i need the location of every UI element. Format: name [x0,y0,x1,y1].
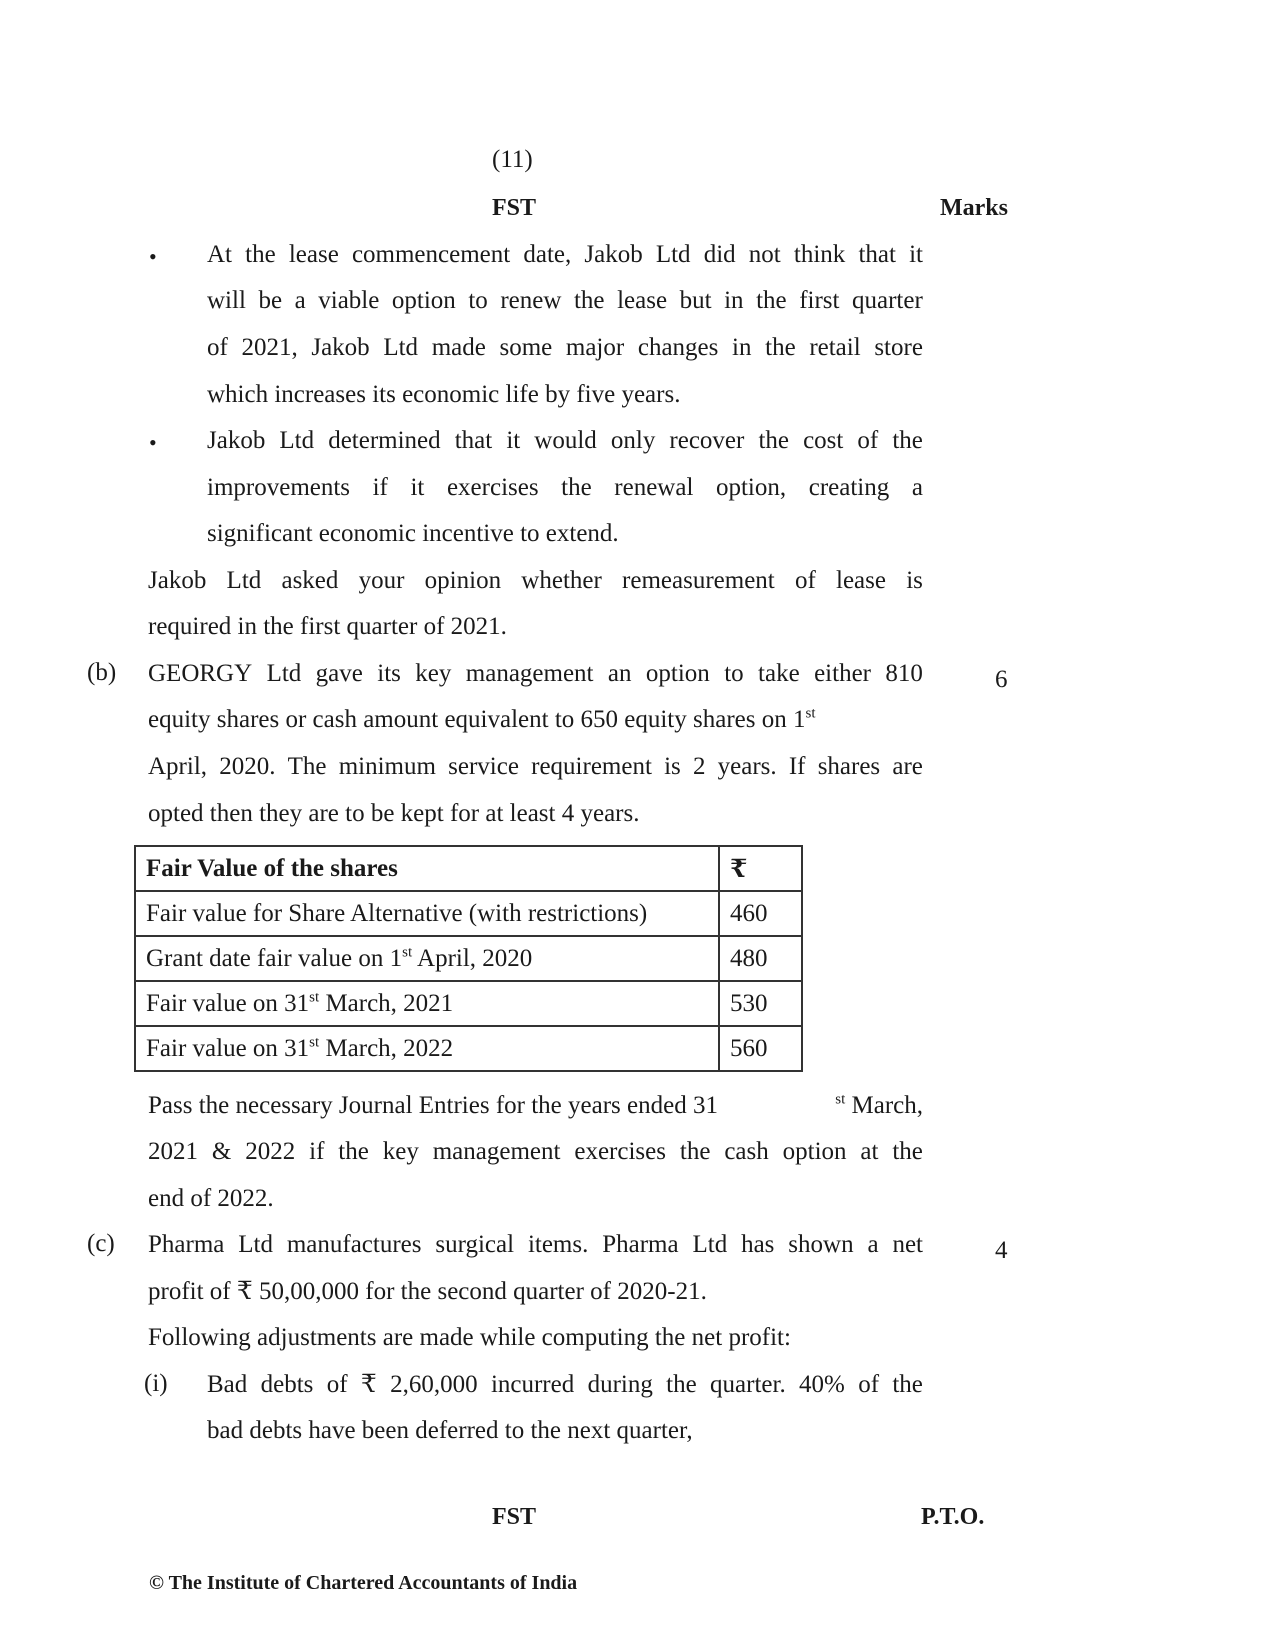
word: its [377,660,401,687]
word: that [454,427,493,454]
word: lease [836,567,886,594]
page-number: (11) [492,146,533,173]
word: 2020. [219,753,276,780]
word: Jakob [207,427,266,454]
bullet2-line3: significant economic incentive to extend. [207,520,619,547]
word: gave [315,660,363,687]
word: renew [500,287,562,314]
word: If [788,753,806,780]
word: minimum [338,753,436,780]
table-row [135,981,802,1026]
bullet2-line2 [207,473,923,503]
word: not [748,241,781,268]
word: items. [527,1231,589,1258]
word: of [794,567,816,594]
word: surgical [435,1231,515,1258]
word: 2021, [241,334,298,361]
question-c-line3: Following adjustments are made while computing the net profit: [148,1324,791,1351]
word: years. [717,753,777,780]
word: exercises [446,474,539,501]
word: be [258,287,283,314]
word: it [909,241,923,268]
question-b-marks: 6 [995,666,1008,693]
word: retail [809,334,861,361]
word: determined [328,427,441,454]
word: only [610,427,656,454]
word: option [391,287,456,314]
table-cell-label: Fair value on 31st March, 2022 [135,1026,719,1071]
word: debts [260,1371,314,1398]
word: it [506,427,521,454]
word: the [765,334,796,361]
word: during [587,1371,653,1398]
word: quarter. [710,1371,786,1398]
word: Ltd [383,334,419,361]
word: the [338,1138,369,1165]
word: a [911,474,923,501]
word: service [448,753,519,780]
word: to [468,287,488,314]
footer-paper-code: FST [492,1504,537,1530]
word: manufactures [286,1231,422,1258]
word: management [465,660,594,687]
word: Pharma [148,1231,225,1258]
word: cost [803,427,844,454]
word: 2022 [245,1138,296,1165]
word: the [573,287,605,314]
word: incurred [490,1371,575,1398]
word: 810 [885,660,923,687]
table-cell-value: 560 [719,1026,802,1071]
word: 2021 [148,1138,198,1165]
word: option, [715,474,787,501]
conclusion-line2: required in the first quarter of 2021. [148,613,507,640]
word: net [892,1231,923,1258]
word: opinion [424,567,502,594]
word: renewal [614,474,694,501]
word: is [664,753,681,780]
table-header-currency: ₹ [719,846,802,891]
word: option [782,1138,847,1165]
word: shown [788,1231,854,1258]
word: creating [808,474,890,501]
question-b-after1: Pass the necessary Journal Entries for the years ended 31 $^{st}$ March, [148,1091,923,1119]
item-i-line1 [207,1370,923,1400]
word: did [703,241,736,268]
word: the [892,1138,923,1165]
word: option [645,660,710,687]
table-cell-value: 530 [719,981,802,1026]
question-c-line2: profit of ₹ 50,00,000 for the second quarter of 2020-21. [148,1278,707,1305]
word: 2 [692,753,706,780]
word: of [326,1371,348,1398]
question-c-line1 [148,1230,923,1260]
question-b-line2: equity shares or cash amount equivalent to 650 equity shares on 1st [148,705,816,733]
word: if [372,474,388,501]
table-cell-value: 480 [719,936,802,981]
word: Ltd [266,660,302,687]
word: Jakob [148,567,207,594]
word: are [892,753,923,780]
word: exercises [574,1138,666,1165]
conclusion-line1 [148,566,923,596]
word: recover [669,427,745,454]
word: Pharma [602,1231,679,1258]
word: the [561,474,592,501]
word: take [758,660,800,687]
word: that [858,241,896,268]
bullet2-line1 [207,426,923,456]
question-b-after3: end of 2022. [148,1185,274,1212]
copyright-notice: © The Institute of Chartered Accountants of India [149,1572,578,1594]
word: of [207,334,228,361]
word: shares [817,753,881,780]
word: made [431,334,486,361]
word: whether [521,567,602,594]
question-c-marks: 4 [995,1237,1008,1264]
word: Jakob [311,334,370,361]
word: the [892,1371,923,1398]
word: think [793,241,846,268]
word: an [607,660,632,687]
table-row [135,891,802,936]
question-b-after2 [148,1137,923,1167]
word: The [287,753,327,780]
table-cell-value: 460 [719,891,802,936]
table-cell-label: Fair value on 31st March, 2021 [135,981,719,1026]
question-c-label: (c) [87,1230,115,1257]
table-row [135,1026,802,1071]
word: the [892,427,923,454]
word: the [758,427,789,454]
word: either [814,660,871,687]
question-b-line1 [148,659,923,689]
word: lease [288,241,339,268]
word: the [245,241,276,268]
table-cell-label: Grant date fair value on 1st April, 2020 [135,936,719,981]
word: date, [523,241,572,268]
word: the [679,1138,711,1165]
word: Ltd [226,567,262,594]
fair-value-table [134,845,803,1072]
word: would [534,427,597,454]
question-b-line3 [148,752,923,782]
bullet1-line1 [207,240,923,270]
word: asked [281,567,339,594]
word: key [415,660,452,687]
word: will [207,287,246,314]
word: some [499,334,553,361]
table-row [135,936,802,981]
word: a [867,1231,879,1258]
word: major [565,334,625,361]
word: it [410,474,425,501]
item-i-line2: bad debts have been deferred to the next quarter, [207,1417,693,1444]
table-header-row [135,846,802,891]
word: & [211,1138,232,1165]
bullet1-line3 [207,333,923,363]
table-cell-label: Fair value for Share Alternative (with restrictions) [135,891,719,936]
word: At [207,241,232,268]
word: to [724,660,744,687]
word: changes [637,334,719,361]
item-i-label: (i) [144,1370,168,1397]
word: Ltd [238,1231,273,1258]
word: viable [318,287,380,314]
word: first [799,287,840,314]
word: Jakob [584,241,643,268]
word: if [309,1138,325,1165]
word: has [741,1231,775,1258]
footer-pto: P.T.O. [921,1504,985,1530]
word: quarter [852,287,923,314]
bullet-icon: • [149,244,157,269]
word: in [732,334,752,361]
word: requirement [531,753,652,780]
word: a [294,287,306,314]
word: the [666,1371,697,1398]
word: GEORGY [148,660,253,687]
word: management [432,1138,561,1165]
bullet1-line4: which increases its economic life by five years. [207,381,681,408]
question-b-line4: opted then they are to be kept for at least 4 years. [148,800,640,827]
word: lease [617,287,668,314]
word: 40% [799,1371,845,1398]
word: April, [148,753,208,780]
word: key [382,1138,419,1165]
word: 2,60,000 [390,1371,478,1398]
word: your [358,567,405,594]
word: the [756,287,787,314]
marks-heading: Marks [940,195,1008,221]
word: store [874,334,923,361]
word: Bad [207,1371,248,1398]
word: of [858,1371,880,1398]
word: is [906,567,923,594]
word: of [857,427,879,454]
word: Ltd [692,1231,728,1258]
bullet-icon: • [149,430,157,455]
word: Ltd [655,241,691,268]
word: but [679,287,712,314]
word: Ltd [279,427,315,454]
word: at [860,1138,879,1165]
word: improvements [207,474,351,501]
question-b-label: (b) [87,659,117,686]
word: commencement [351,241,511,268]
word: cash [724,1138,769,1165]
word: in [724,287,744,314]
word: remeasurement [622,567,775,594]
table-header-label: Fair Value of the shares [135,846,719,891]
bullet1-line2 [207,286,923,316]
paper-code: FST [492,195,537,221]
word: ₹ [360,1371,377,1398]
